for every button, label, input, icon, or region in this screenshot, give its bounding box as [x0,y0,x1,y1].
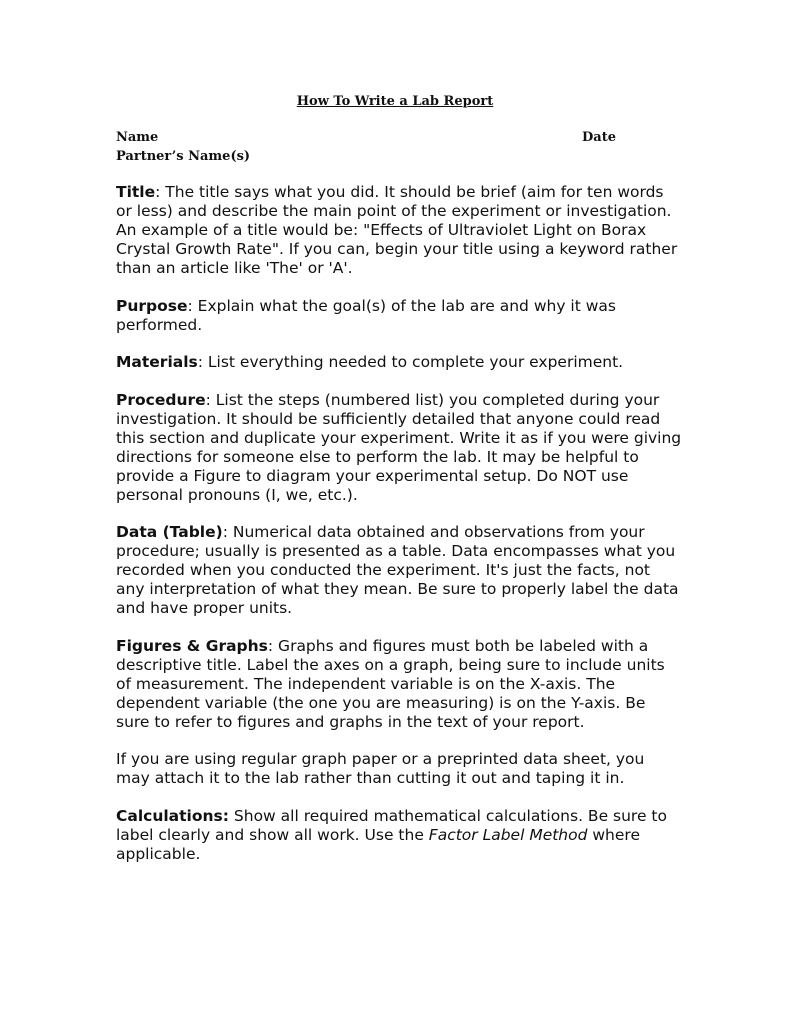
name-label: Name [116,130,159,145]
report-sections [116,183,682,882]
section-paragraph [116,297,682,335]
section-term: Procedure [116,390,206,409]
document-title: How To Write a Lab Report [296,94,494,109]
section-text: If you are using regular graph paper or a preprinted data sheet, you may attach it to the lab rather than cutting it out and taping it in. [116,750,645,787]
section-paragraph [116,353,682,372]
section-text: : The title says what you did. It should be brief (aim for ten words or less) and describe the main point of the experiment or investigation. An example of a title would be: "Effects of Ultraviolet Light on Borax Crystal Growth Rate". If you can, begin your title using a keyword rather than an article like 'The' or 'A'. [116,183,678,277]
section-term: Data (Table) [116,523,223,541]
section-text: : Graphs and figures must both be labeled with a descriptive title. Label the axes on a graph, being sure to include units of measurement. The independent variable is on the X-axis. The dependent variable (the one you are measuring) is on the Y-axis. Be sure to refer to figures and graphs in the text of your report. [116,636,665,731]
section-text: : List everything needed to complete your experiment. [197,353,624,371]
section-paragraph [116,637,682,732]
section-paragraph [116,750,682,788]
section-term: Calculations: [116,806,229,825]
section-term: Materials [116,353,198,371]
name-date-line [116,129,674,147]
date-label: Date [582,130,616,145]
section-emphasis: Factor Label Method [428,825,588,844]
section-term: Title [116,183,156,201]
section-text: : List the steps (numbered list) you completed during your investigation. It should be sufficiently detailed that anyone could read this section and duplicate your experiment. Write it as if you were giving directions for someone else to perform the lab. It may be helpful to provide a Figure to diagram your experimental setup. Do NOT use personal pronouns (I, we, etc.). [116,390,682,504]
section-paragraph [116,807,682,864]
section-text: Show all required mathematical calculations. Be sure to label clearly and show all work. Use the [116,806,667,844]
section-paragraph [116,391,682,505]
section-text: where applicable. [116,825,640,863]
section-text: : Numerical data obtained and observations from your procedure; usually is presented as a table. Data encompasses what you recorded when you conducted the experiment. It's just the facts, not any interpretation of what they mean. Be sure to properly label the data and have proper units. [116,523,679,617]
section-text: : Explain what the goal(s) of the lab are and why it was performed. [116,296,616,334]
section-term: Figures & Graphs [116,636,268,655]
section-paragraph [116,523,682,618]
section-term: Purpose [116,296,188,315]
section-paragraph [116,183,682,278]
partner-names-label: Partner’s Name(s) [116,149,251,164]
